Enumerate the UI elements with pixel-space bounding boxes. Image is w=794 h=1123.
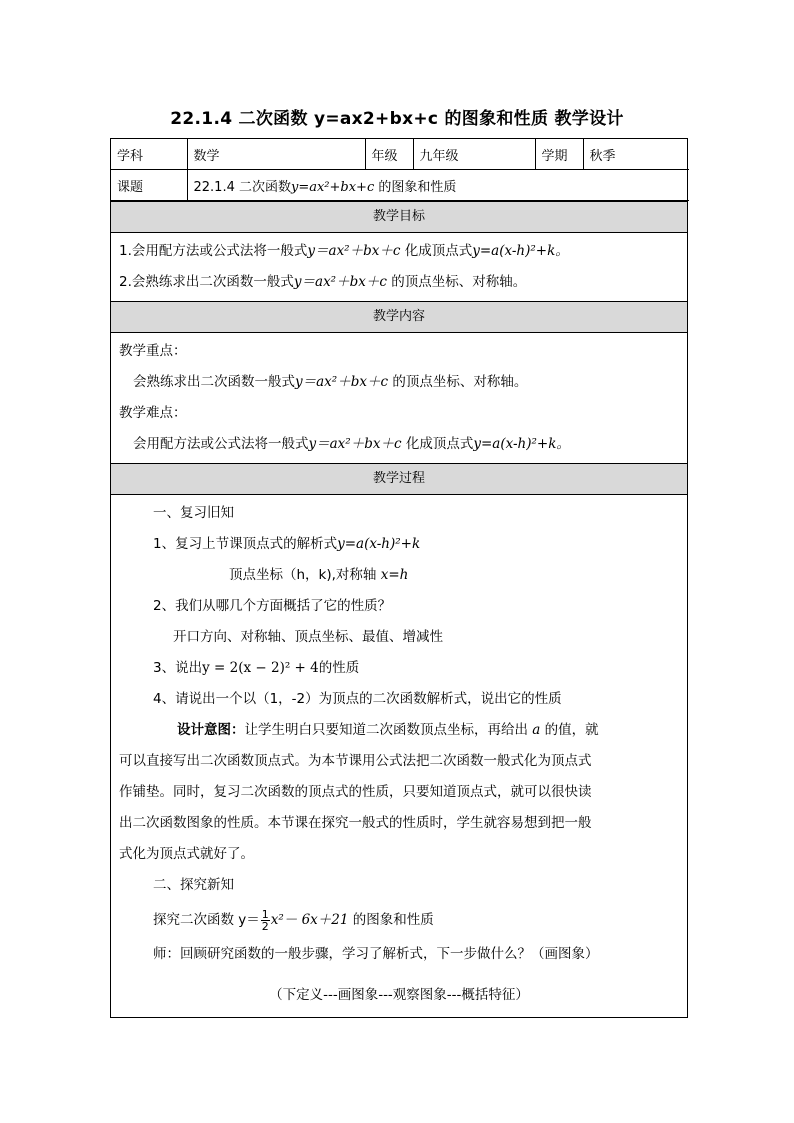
term-label: 学期 (535, 139, 583, 170)
page-title: 22.1.4 二次函数 y=ax2+bx+c 的图象和性质 教学设计 (170, 109, 624, 129)
explore-heading: 二、探究新知 (153, 877, 234, 893)
teacher-prompt: 师：回顾研究函数的一般步骤，学习了解析式，下一步做什么？（画图象） (153, 946, 599, 962)
difficulty-text: 会用配方法或公式法将一般式y＝ax²＋bx＋c 化成顶点式y=a(x-h)²+k。 (133, 436, 570, 452)
design-intent-line-5: 式化为顶点式就好了。 (119, 846, 254, 862)
topic-label: 课题 (111, 170, 187, 201)
term-value: 秋季 (583, 139, 689, 170)
research-steps: （下定义---画图象---观察图象---概括特征） (269, 987, 529, 1003)
difficulty-label: 教学难点： (119, 405, 187, 421)
section-heading-content: 教学内容 (111, 301, 687, 333)
design-intent-line-2: 可以直接写出二次函数顶点式。为本节课用公式法把二次函数一般式化为顶点式 (119, 753, 592, 769)
question-2: 2、我们从哪几个方面概括了它的性质？ (153, 598, 392, 614)
section-heading-goals: 教学目标 (111, 201, 687, 233)
section-heading-process: 教学过程 (111, 463, 687, 495)
topic-prefix: 22.1.4 二次函数 (193, 179, 291, 195)
topic-formula: y=ax²+bx+c (290, 179, 375, 195)
question-4: 4、请说出一个以（1，-2）为顶点的二次函数解析式，说出它的性质 (153, 691, 562, 707)
fraction-one-half: $\frac{1}{2}$ (261, 907, 269, 933)
question-2-answer: 开口方向、对称轴、顶点坐标、最值、增减性 (173, 629, 443, 645)
question-1-detail: 顶点坐标（h，k),对称轴 x=h (229, 567, 409, 583)
question-3: 3、说出y = 2(x − 2)² + 4的性质 (153, 660, 360, 676)
goal-item-1: 1.会用配方法或公式法将一般式y＝ax²＋bx＋c 化成顶点式y=a(x-h)²+k。 (119, 243, 569, 259)
key-point-text: 会熟练求出二次函数一般式y＝ax²＋bx＋c 的顶点坐标、对称轴。 (133, 374, 528, 390)
design-intent-line-3: 作铺垫。同时，复习二次函数的顶点式的性质，只要知道顶点式，就可以很快读 (119, 784, 592, 800)
info-row-topic (111, 170, 689, 201)
key-point-label: 教学重点： (119, 343, 187, 359)
process-block (111, 495, 687, 1017)
grade-value: 九年级 (413, 139, 535, 170)
info-table (111, 139, 689, 201)
subject-value: 数学 (187, 139, 365, 170)
explore-function: 探究二次函数 y＝ $\frac{1}{2}$ x²－ 6x＋21 的图象和性质 (153, 907, 434, 933)
info-row-meta (111, 139, 689, 170)
topic-value (187, 170, 689, 201)
lesson-plan-table (110, 138, 688, 1018)
goal-item-2: 2.会熟练求出二次函数一般式y＝ax²＋bx＋c 的顶点坐标、对称轴。 (119, 274, 527, 290)
topic-suffix: 的图象和性质 (374, 179, 457, 195)
design-intent-line-4: 出二次函数图象的性质。本节课在探究一般式的性质时，学生就容易想到把一般 (119, 815, 592, 831)
design-intent-line-1: 设计意图：让学生明白只要知道二次函数顶点坐标，再给出 a 的值，就 (177, 722, 599, 738)
design-intent (119, 715, 679, 870)
question-1: 1、复习上节课顶点式的解析式y=a(x-h)²+k (153, 536, 421, 552)
subject-label: 学科 (111, 139, 187, 170)
goals-block (111, 233, 687, 301)
content-block (111, 333, 687, 463)
review-heading: 一、复习旧知 (153, 505, 234, 521)
grade-label: 年级 (365, 139, 413, 170)
